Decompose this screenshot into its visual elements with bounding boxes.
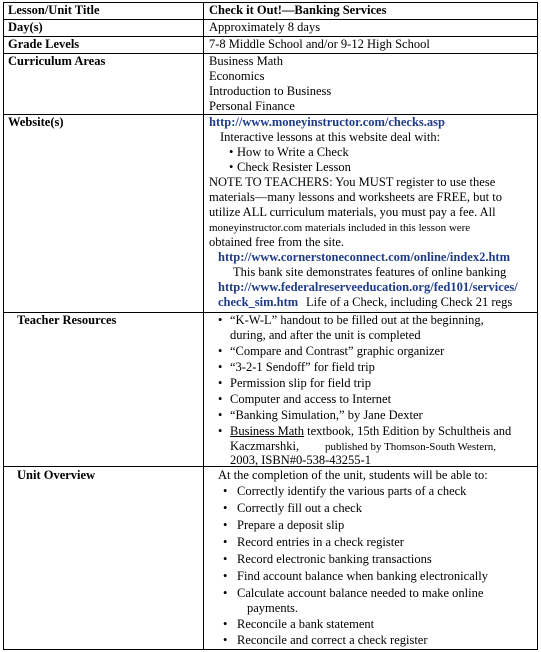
objective-item: Correctly identify the various parts of a check	[237, 484, 467, 498]
bullet-icon: •	[218, 424, 223, 438]
table-border-left	[3, 2, 4, 650]
curriculum-item: Personal Finance	[209, 99, 295, 113]
bullet-icon: •	[223, 586, 228, 600]
objective-item: Find account balance when banking electronically	[237, 569, 488, 583]
lesson-plan-table	[3, 2, 538, 650]
days-value: Approximately 8 days	[209, 20, 321, 34]
resource-item-cont: during, and after the unit is completed	[230, 328, 421, 342]
overview-intro: At the completion of the unit, students will be able to:	[218, 468, 488, 482]
objective-item: Prepare a deposit slip	[237, 518, 345, 532]
bullet-icon: •	[218, 376, 223, 390]
textbook-item	[230, 424, 511, 439]
moneyinstructor-link[interactable]: http://www.moneyinstructor.com/checks.asp	[209, 115, 445, 129]
row-label-days: Day(s)	[8, 20, 43, 34]
resource-item: Computer and access to Internet	[230, 392, 392, 406]
bullet-icon: •	[218, 392, 223, 406]
website-intro: Interactive lessons at this website deal with:	[220, 130, 441, 144]
resource-item: “Banking Simulation,” by Jane Dexter	[230, 408, 423, 422]
curriculum-item: Business Math	[209, 54, 283, 68]
teacher-note: moneyinstructor.com materials included in this lesson were	[209, 222, 471, 234]
curriculum-item: Introduction to Business	[209, 84, 332, 98]
teacher-note: utilize ALL curriculum materials, you must pay a fee. All	[209, 205, 496, 219]
textbook-authors: Kaczmarshki,	[230, 439, 300, 453]
bullet-icon: •	[229, 160, 234, 174]
objective-item: Calculate account balance needed to make online	[237, 586, 484, 600]
bullet-icon: •	[229, 145, 234, 159]
textbook-title: Business Math	[230, 424, 304, 438]
resource-item: “K-W-L” handout to be filled out at the beginning,	[230, 313, 484, 327]
resource-item: “3-2-1 Sendoff” for field trip	[230, 360, 375, 374]
objective-item: Correctly fill out a check	[237, 501, 362, 515]
row-label-curriculum: Curriculum Areas	[8, 54, 106, 68]
row-label-resources: Teacher Resources	[17, 313, 117, 327]
bullet-icon: •	[218, 344, 223, 358]
table-border-bottom	[3, 649, 538, 650]
bullet-icon: •	[223, 501, 228, 515]
objective-item: Record entries in a check register	[237, 535, 404, 549]
federal-reserve-link-cont[interactable]: check_sim.htm	[218, 295, 299, 309]
bullet-icon: •	[218, 313, 223, 327]
bullet-icon: •	[218, 408, 223, 422]
row-label-grade: Grade Levels	[8, 37, 80, 51]
resource-item: Permission slip for field trip	[230, 376, 371, 390]
objective-item-cont: payments.	[247, 601, 299, 615]
bullet-icon: •	[223, 617, 228, 631]
curriculum-item: Economics	[209, 69, 265, 83]
row-label-title: Lesson/Unit Title	[8, 3, 100, 17]
bullet-icon: •	[223, 552, 228, 566]
cornerstone-link[interactable]: http://www.cornerstoneconnect.com/online/index2.htm	[218, 250, 510, 264]
row-label-overview: Unit Overview	[17, 468, 96, 482]
teacher-note: materials—many lessons and worksheets are FREE, but to	[209, 190, 502, 204]
federal-reserve-description: Life of a Check, including Check 21 regs	[306, 295, 513, 309]
bullet-icon: •	[223, 518, 228, 532]
resource-item: “Compare and Contrast” graphic organizer	[230, 344, 445, 358]
grade-value: 7-8 Middle School and/or 9-12 High School	[209, 37, 430, 51]
teacher-note: obtained free from the site.	[209, 235, 345, 249]
bullet-icon: •	[218, 360, 223, 374]
website-bullet: Check Resister Lesson	[237, 160, 351, 174]
teacher-note: NOTE TO TEACHERS: You MUST register to use these	[209, 175, 496, 189]
objective-item: Record electronic banking transactions	[237, 552, 432, 566]
cornerstone-description: This bank site demonstrates features of online banking	[233, 265, 507, 279]
bullet-icon: •	[223, 535, 228, 549]
row-label-website: Website(s)	[8, 115, 64, 129]
bullet-icon: •	[223, 633, 228, 647]
table-border-right	[537, 2, 538, 650]
textbook-isbn: 2003, ISBN#0-538-43255-1	[230, 453, 371, 467]
objective-item: Reconcile and correct a check register	[237, 633, 428, 647]
column-divider	[203, 2, 204, 650]
textbook-details: textbook, 15th Edition by Schultheis and	[303, 424, 512, 438]
objective-item: Reconcile a bank statement	[237, 617, 375, 631]
website-bullet: How to Write a Check	[237, 145, 349, 159]
textbook-publisher: published by Thomson-South Western,	[325, 441, 497, 453]
bullet-icon: •	[223, 484, 228, 498]
lesson-title: Check it Out!—Banking Services	[209, 3, 387, 17]
bullet-icon: •	[223, 569, 228, 583]
federal-reserve-link[interactable]: http://www.federalreserveeducation.org/fed101/services/	[218, 280, 518, 294]
